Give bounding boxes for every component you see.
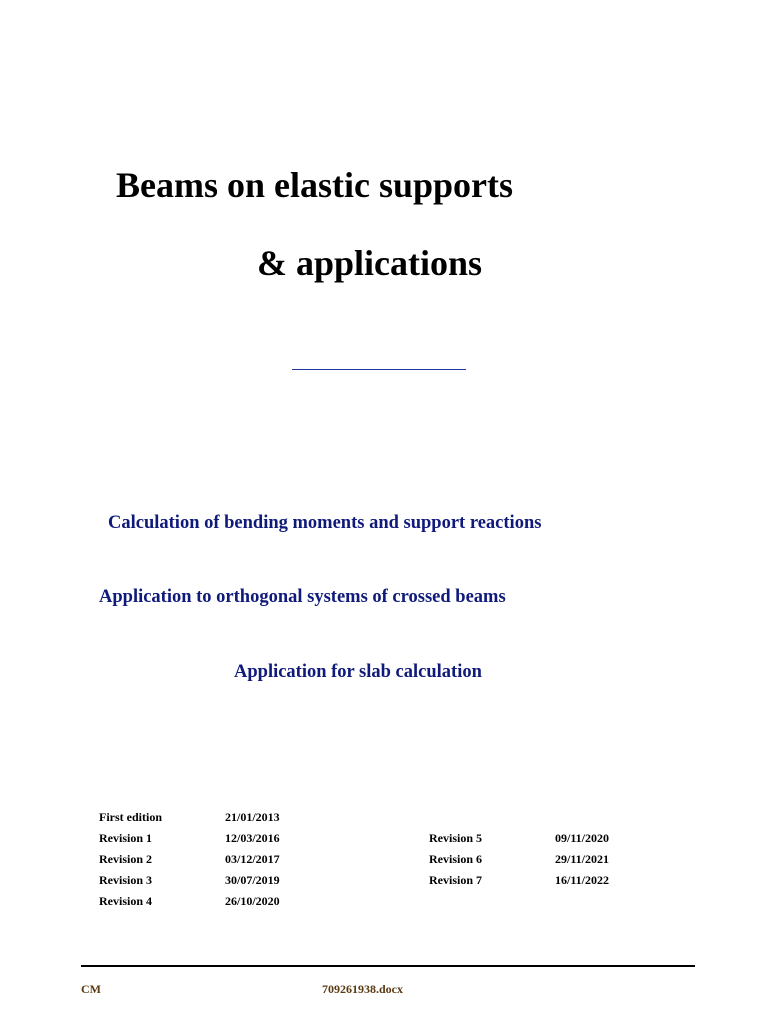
title-line-2: & applications	[257, 243, 483, 283]
revision-label: First edition	[99, 810, 162, 824]
revision-date: 12/03/2016	[225, 831, 280, 845]
revision-date: 09/11/2020	[555, 831, 610, 845]
revision-label: Revision 5	[429, 831, 483, 845]
footer-author: CM	[81, 982, 101, 996]
revision-date: 30/07/2019	[225, 873, 280, 887]
revision-date: 03/12/2017	[225, 852, 280, 866]
subtitle-slab-calculation: Application for slab calculation	[234, 662, 482, 682]
title-line-1: Beams on elastic supports	[116, 165, 514, 205]
revision-date: 16/11/2022	[555, 873, 610, 887]
revision-label: Revision 1	[99, 831, 153, 845]
revision-label: Revision 6	[429, 852, 483, 866]
title-separator	[292, 369, 466, 370]
revision-label: Revision 2	[99, 852, 153, 866]
revision-date: 26/10/2020	[225, 894, 280, 908]
revision-label: Revision 3	[99, 873, 153, 887]
revision-label: Revision 7	[429, 873, 483, 887]
revision-label: Revision 4	[99, 894, 153, 908]
revision-date: 29/11/2021	[555, 852, 610, 866]
subtitle-bending-moments: Calculation of bending moments and support reactions	[108, 513, 542, 533]
revision-date: 21/01/2013	[225, 810, 280, 824]
subtitle-crossed-beams: Application to orthogonal systems of crossed beams	[99, 587, 506, 607]
footer-rule	[81, 965, 695, 967]
footer-filename: 709261938.docx	[322, 982, 403, 996]
